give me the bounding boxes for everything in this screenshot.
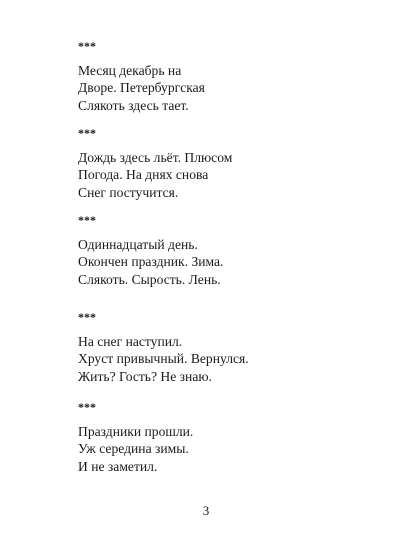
poem-lines [78,236,378,288]
poem-separator: *** [78,400,96,414]
poem-3 [78,214,378,288]
poem-line: Погода. На днях снова [78,167,209,183]
poem-line: Одиннадцатый день. [78,237,198,252]
poem-line: На снег наступил. [78,334,183,349]
poem-line: Хруст привычный. Вернулся. [78,351,249,367]
poem-line: Слякоть. Сырость. Лень. [78,271,221,287]
poem-line: Дворе. Петербургская [78,80,205,96]
poem-line: Уж середина зимы. [78,441,189,457]
poem-lines [78,149,378,201]
poem-4 [78,311,378,385]
page-number: 3 [202,503,210,518]
poem-separator: *** [78,213,96,227]
poem-line: Месяц декабрь на [78,63,182,78]
poem-lines [78,423,378,475]
poem-lines [78,333,378,385]
poem-line: Окончен праздник. Зима. [78,254,224,270]
poem-line: Слякоть здесь тает. [78,97,189,113]
poem-lines [78,62,378,114]
poem-2 [78,127,378,201]
poem-line: Дождь здесь льёт. Плюсом [78,150,233,165]
poem-line: Снег постучится. [78,184,179,200]
poem-separator: *** [78,126,96,140]
poem-line: И не заметил. [78,458,158,474]
poem-1 [78,40,378,114]
poem-line: Жить? Гость? Не знаю. [78,368,212,384]
poem-separator: *** [78,310,96,324]
poem-separator: *** [78,39,96,53]
poem-line: Праздники прошли. [78,424,194,439]
poem-5 [78,401,378,475]
